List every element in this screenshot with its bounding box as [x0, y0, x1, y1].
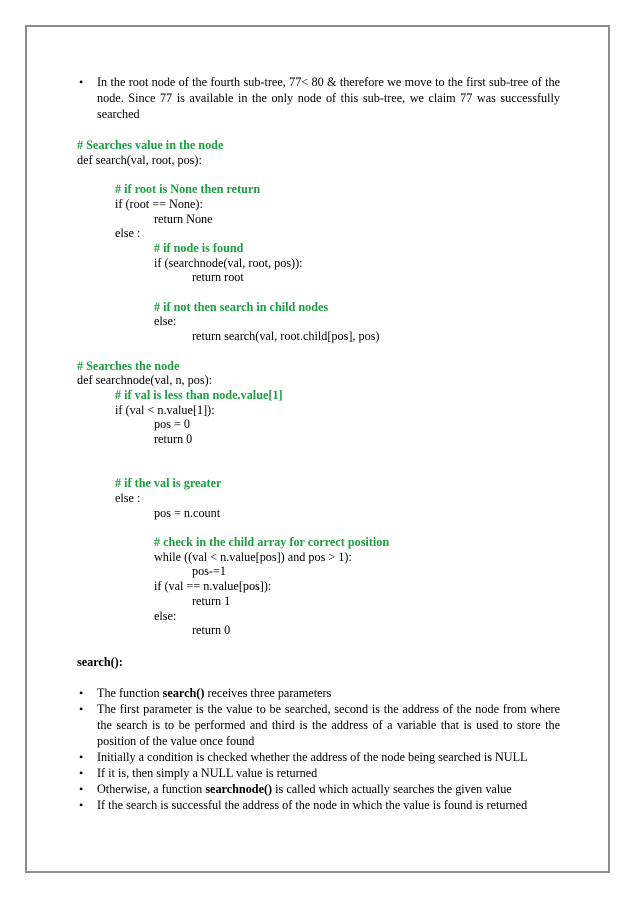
code-comment: # Searches value in the node	[77, 138, 224, 152]
code-line: while ((val < n.value[pos]) and pos > 1):	[154, 549, 352, 564]
code-blank-line	[77, 344, 560, 359]
code-line: def search(val, root, pos):	[77, 152, 202, 167]
code-comment: # if val is less than node.value[1]	[115, 387, 283, 402]
code-line: return root	[192, 270, 244, 285]
bullet-text-tail: receives three parameters	[204, 685, 332, 700]
code-comment: # Searches the node	[77, 358, 180, 373]
code-line: return 1	[192, 593, 231, 608]
code-blank-line	[77, 167, 560, 182]
bullet-function-name: searchnode()	[205, 781, 273, 796]
code-line: if (searchnode(val, root, pos)):	[154, 255, 303, 270]
page-content	[77, 74, 560, 813]
intro-bullet: • In the root node of the fourth sub-tree, 77< 80 & therefore we move to the first sub-tree of the node. Since 77 is available in the only node of this sub-tree, we claim 77 was successfully searched	[77, 74, 560, 122]
code-blank-line	[77, 447, 560, 462]
code-blank-line	[77, 285, 560, 300]
code-line: return 0	[192, 623, 231, 638]
bullet-item	[77, 701, 560, 749]
code-blank-line	[77, 520, 560, 535]
code-line: if (val < n.value[1]):	[115, 402, 215, 417]
bullet-text: If the search is successful the address of the node in which the value is found is returned	[97, 797, 528, 812]
code-comment: # if node is found	[154, 240, 244, 255]
code-line: else:	[154, 608, 177, 623]
code-line: else:	[154, 314, 177, 329]
code-line: if (root == None):	[115, 196, 203, 211]
bullet-item	[77, 685, 560, 701]
code-line: return None	[154, 211, 213, 226]
code-comment: # if root is None then return	[115, 182, 261, 197]
code-comment: # if not then search in child nodes	[154, 299, 329, 314]
code-line: pos = 0	[154, 417, 190, 432]
code-line: else :	[115, 226, 141, 241]
code-block	[77, 138, 560, 638]
bullet-text: Otherwise, a function	[97, 781, 206, 796]
code-line: pos = n.count	[154, 505, 221, 520]
bullet-text: The first parameter is the value to be searched, second is the address of the node from where the search is to be performed and third is the address of a variable that is used to store the position of the value once found	[97, 701, 560, 748]
code-comment: # check in the child array for correct position	[154, 534, 390, 549]
bullet-item	[77, 781, 560, 797]
bullet-item	[77, 797, 560, 813]
bullet-text: The function	[97, 685, 163, 700]
bullet-text-tail: is called which actually searches the given value	[272, 781, 512, 796]
code-comment: # if the val is greater	[115, 476, 222, 491]
section-heading: search():	[77, 654, 123, 669]
code-line: return search(val, root.child[pos], pos)	[192, 329, 380, 344]
code-blank-line	[77, 461, 560, 476]
bullet-item	[77, 749, 560, 765]
code-line: else :	[115, 490, 141, 505]
code-line: def searchnode(val, n, pos):	[77, 373, 213, 388]
bullet-function-name: search()	[162, 685, 205, 700]
bullet-text: If it is, then simply a NULL value is returned	[97, 765, 318, 780]
code-line: pos-=1	[192, 564, 226, 579]
code-line: return 0	[154, 432, 193, 447]
bullet-item	[77, 765, 560, 781]
code-line: if (val == n.value[pos]):	[154, 579, 272, 594]
bullet-text: Initially a condition is checked whether the address of the node being searched is NULL	[97, 749, 528, 764]
bullet-list	[77, 685, 560, 813]
